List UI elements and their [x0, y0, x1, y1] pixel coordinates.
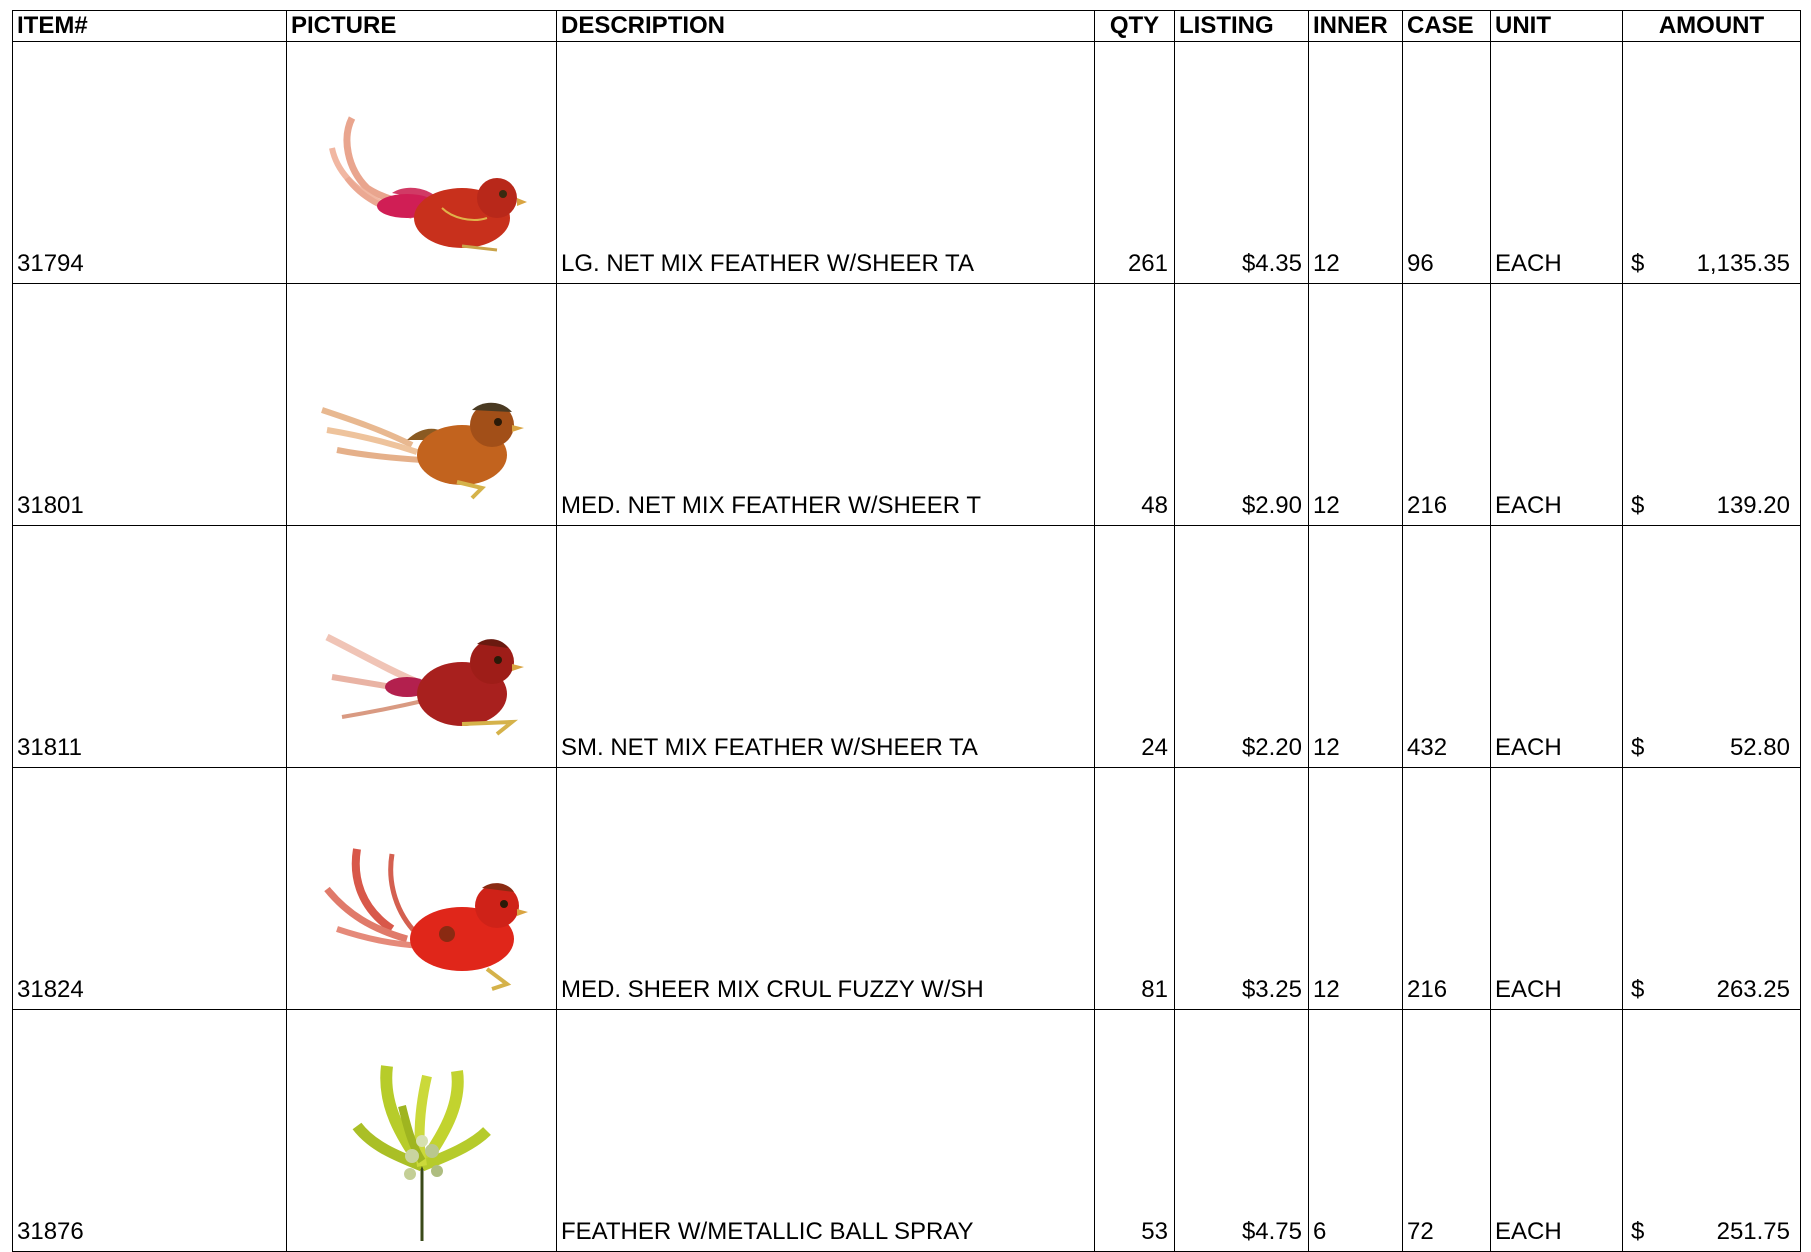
unit: EACH: [1491, 768, 1623, 1010]
unit: EACH: [1491, 284, 1623, 526]
product-picture: [287, 526, 557, 768]
currency-symbol: $: [1631, 1218, 1645, 1245]
table-row: [13, 1010, 1801, 1252]
qty: 48: [1095, 284, 1175, 526]
case-pack: 216: [1403, 284, 1491, 526]
amount-cell: [1623, 42, 1801, 284]
case-pack: 72: [1403, 1010, 1491, 1252]
table-row: [13, 526, 1801, 768]
description: MED. SHEER MIX CRUL FUZZY W/SH: [557, 768, 1095, 1010]
col-header-description: DESCRIPTION: [557, 11, 1095, 42]
listing-price: $4.75: [1175, 1010, 1309, 1252]
item-number: 31876: [13, 1010, 287, 1252]
description: LG. NET MIX FEATHER W/SHEER TA: [557, 42, 1095, 284]
col-header-listing: LISTING: [1175, 11, 1309, 42]
case-pack: 96: [1403, 42, 1491, 284]
currency-symbol: $: [1631, 250, 1645, 277]
product-picture: [287, 1010, 557, 1252]
amount-cell: [1623, 284, 1801, 526]
unit: EACH: [1491, 526, 1623, 768]
listing-price: $2.20: [1175, 526, 1309, 768]
inner-pack: 12: [1309, 284, 1403, 526]
amount: 139.20: [1716, 492, 1790, 519]
description: FEATHER W/METALLIC BALL SPRAY: [557, 1010, 1095, 1252]
amount: 1,135.35: [1696, 250, 1790, 277]
col-header-item: ITEM#: [13, 11, 287, 42]
inner-pack: 6: [1309, 1010, 1403, 1252]
description: MED. NET MIX FEATHER W/SHEER T: [557, 284, 1095, 526]
col-header-picture: PICTURE: [287, 11, 557, 42]
table-row: [13, 768, 1801, 1010]
amount-cell: [1623, 768, 1801, 1010]
header-row: [13, 11, 1801, 42]
amount: 251.75: [1716, 1218, 1790, 1245]
qty: 24: [1095, 526, 1175, 768]
inner-pack: 12: [1309, 768, 1403, 1010]
unit: EACH: [1491, 1010, 1623, 1252]
product-picture: [287, 42, 557, 284]
inner-pack: 12: [1309, 526, 1403, 768]
amount-cell: [1623, 526, 1801, 768]
table-row: [13, 284, 1801, 526]
qty: 261: [1095, 42, 1175, 284]
col-header-inner: INNER: [1309, 11, 1403, 42]
product-table: [12, 10, 1801, 1252]
currency-symbol: $: [1631, 492, 1645, 519]
item-number: 31811: [13, 526, 287, 768]
red-glitter-bird-clip-icon: [312, 98, 532, 278]
unit: EACH: [1491, 42, 1623, 284]
table-row: [13, 42, 1801, 284]
currency-symbol: $: [1631, 976, 1645, 1003]
currency-symbol: $: [1631, 734, 1645, 761]
inner-pack: 12: [1309, 42, 1403, 284]
amount: 263.25: [1716, 976, 1790, 1003]
listing-price: $4.35: [1175, 42, 1309, 284]
col-header-unit: UNIT: [1491, 11, 1623, 42]
item-number: 31801: [13, 284, 287, 526]
product-picture: [287, 284, 557, 526]
col-header-amount: AMOUNT: [1623, 11, 1801, 42]
case-pack: 216: [1403, 768, 1491, 1010]
amount-cell: [1623, 1010, 1801, 1252]
red-fuzzy-bird-clip-icon: [312, 834, 532, 1004]
red-sequin-bird-clip-icon: [312, 612, 532, 762]
copper-glitter-bird-clip-icon: [312, 370, 532, 520]
green-feather-ball-spray-icon: [342, 1046, 502, 1246]
case-pack: 432: [1403, 526, 1491, 768]
col-header-qty: QTY: [1095, 11, 1175, 42]
listing-price: $3.25: [1175, 768, 1309, 1010]
description: SM. NET MIX FEATHER W/SHEER TA: [557, 526, 1095, 768]
col-header-case: CASE: [1403, 11, 1491, 42]
item-number: 31824: [13, 768, 287, 1010]
product-picture: [287, 768, 557, 1010]
qty: 81: [1095, 768, 1175, 1010]
item-number: 31794: [13, 42, 287, 284]
listing-price: $2.90: [1175, 284, 1309, 526]
amount: 52.80: [1729, 734, 1790, 761]
qty: 53: [1095, 1010, 1175, 1252]
